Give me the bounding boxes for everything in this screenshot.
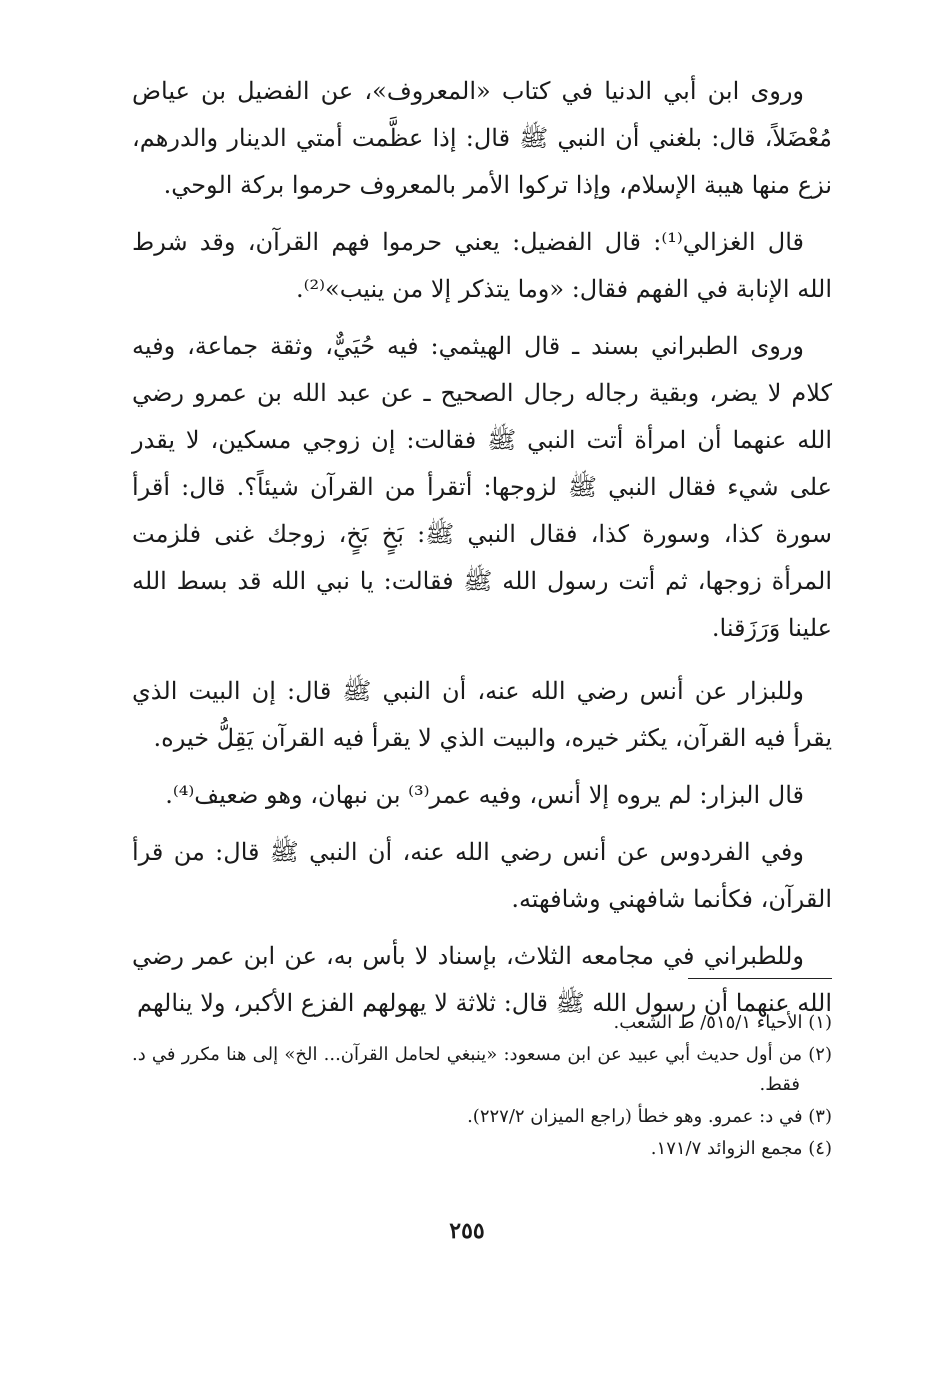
footnote-1: (١) الأحياء ٥١٥/١/ ط الشعب.	[613, 1012, 832, 1033]
paragraph-tabarani-poor-husband: وروى الطبراني بسند ـ قال الهيثمي: فيه حُيَيٌّ، وثقة جماعة، وفيه كلام لا يضر، وبقية رجاله رجال الصحيح ـ عن عبد الله بن عمرو رضي الله عنهما أن امرأة أتت النبي ﷺ فقالت: إن زوجي مسكين، لا يقدر على شيء فقال النبي ﷺ لزوجها: أتقرأ من القرآن شيئاً؟. قال: أقرأ سورة كذا، وسورة كذا، فقال النبي ﷺ: بَخٍ بَخٍ، زوجك غنى فلزمت المرأة زوجها، ثم أتت رسول الله ﷺ فقالت: يا نبي الله قد بسط الله علينا وَرَزَقنا.	[132, 332, 832, 642]
footnote-4: (٤) مجمع الزوائد ١٧١/٧.	[650, 1138, 832, 1159]
footnotes	[132, 1008, 832, 1166]
page-number: ٢٥٥	[449, 1218, 485, 1244]
footnote-separator	[688, 978, 832, 979]
footnote-2: (٢) من أول حديث أبي عبيد عن ابن مسعود: «ينبغي لحامل القرآن... الخ» إلى هنا مكرر في د. فقط.	[132, 1044, 832, 1095]
paragraph-ibn-abi-dunya: وروى ابن أبي الدنيا في كتاب «المعروف»، عن الفضيل بن عياض مُعْضَلاً، قال: بلغني أن النبي ﷺ قال: إذا عظَّمت أمتي الدينار والدرهم، نزع منها هيبة الإسلام، وإذا تركوا الأمر بالمعروف حرموا بركة الوحي.	[132, 77, 832, 199]
paragraph-ghazali: قال الغزالي⁽¹⁾: قال الفضيل: يعني حرموا فهم القرآن، وقد شرط الله الإنابة في الفهم فقال: «وما يتذكر إلا من ينيب»⁽²⁾.	[132, 228, 832, 303]
paragraph-bazzar-house: وللبزار عن أنس رضي الله عنه، أن النبي ﷺ قال: إن البيت الذي يقرأ فيه القرآن، يكثر خيره، والبيت الذي لا يقرأ فيه القرآن يَقِلُّ خيره.	[132, 677, 832, 752]
main-text	[132, 68, 832, 1037]
paragraph-bazzar-note: قال البزار: لم يروه إلا أنس، وفيه عمر⁽³⁾ بن نبهان، وهو ضعيف⁽⁴⁾.	[165, 781, 804, 809]
paragraph-firdaws: وفي الفردوس عن أنس رضي الله عنه، أن النبي ﷺ قال: من قرأ القرآن، فكأنما شافهني وشافهته.	[132, 838, 832, 913]
paragraph-tabarani-three: وللطبراني في مجامعه الثلاث، بإسناد لا بأس به، عن ابن عمر رضي الله عنهما أن رسول الله ﷺ قال: ثلاثة لا يهولهم الفزع الأكبر، ولا ينالهم	[132, 942, 832, 1017]
footnote-3: (٣) في د: عمرو. وهو خطأ (راجع الميزان ٢٢٧/٢).	[467, 1106, 832, 1127]
